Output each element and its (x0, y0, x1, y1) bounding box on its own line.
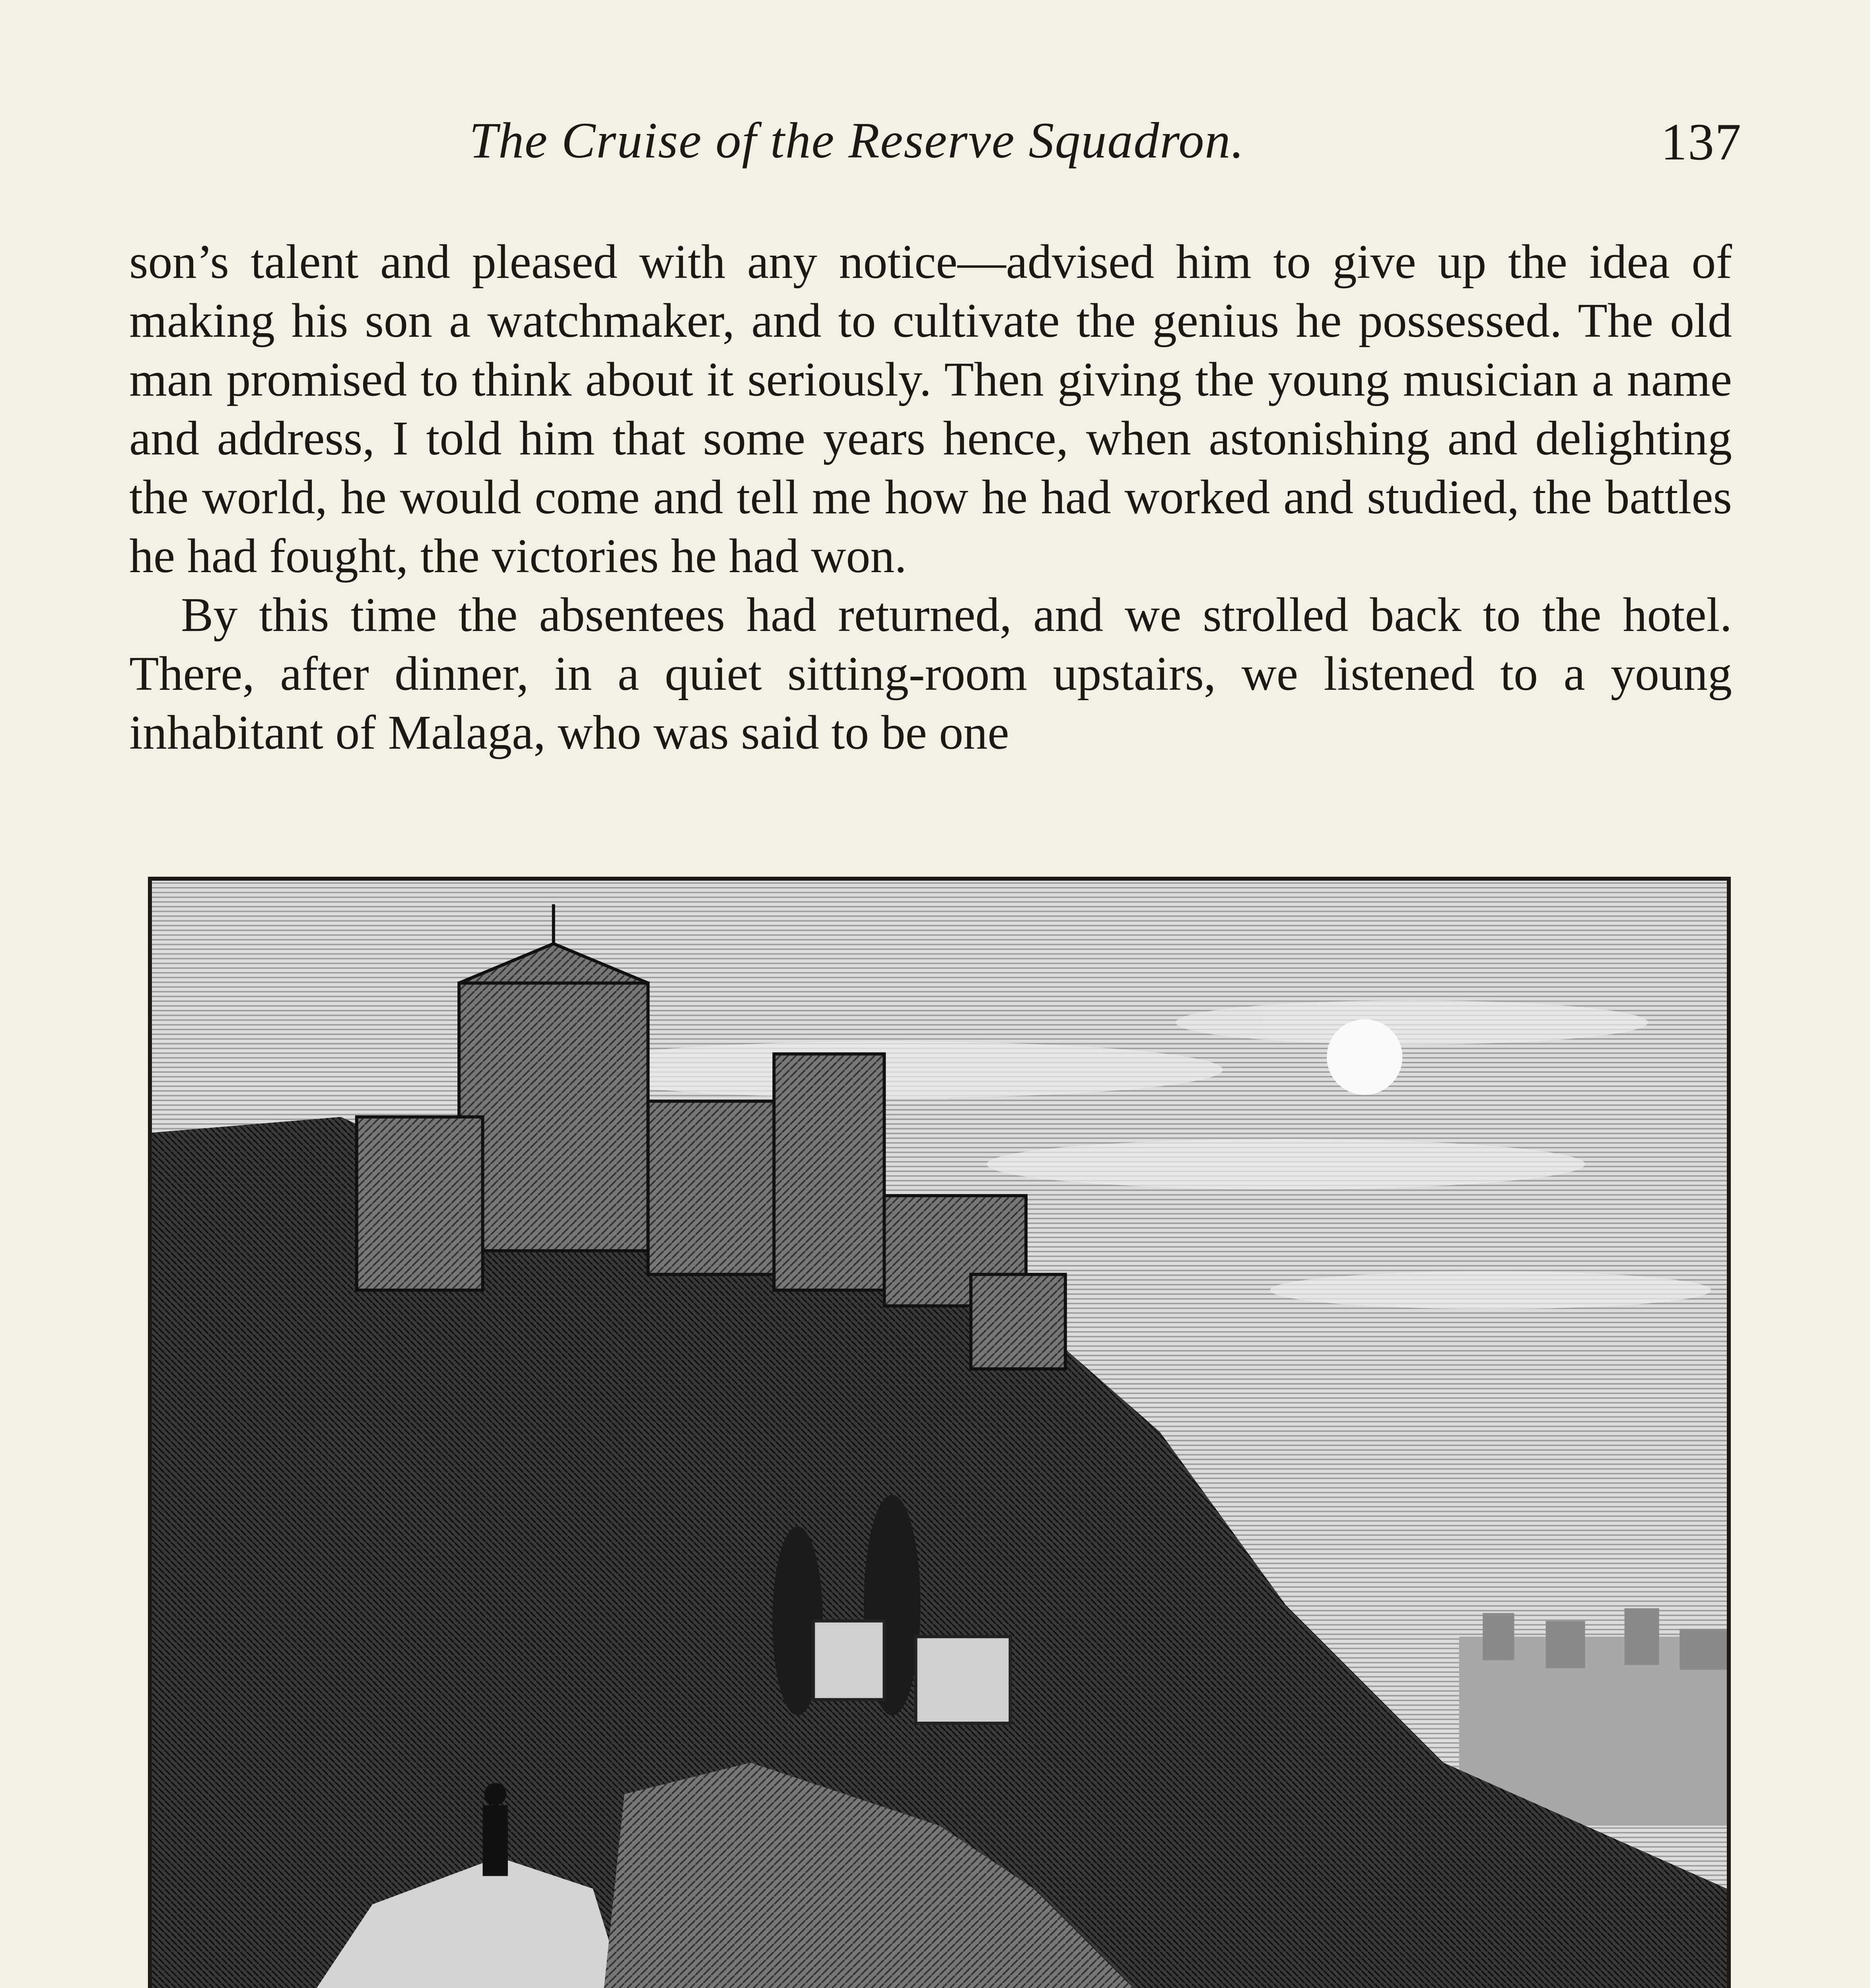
body-text-top (129, 233, 1732, 762)
paragraph: By this time the absentees had returned, and we strolled back to the hotel. There, after dinner, in a quiet sitting-room upstairs, we listened to a young inhabitant of Malaga, who was said to be one (129, 588, 1732, 759)
paragraph: son’s talent and pleased with any notice—advised him to give up the idea of making his son a watchmaker, and to cultivate the genius he possessed. The old man promised to think about it seriously. Then giving the young musician a name and address, I told him that some years hence, when astonishing and delighting the world, he would come and tell me how he had worked and studied, the battles he had fought, the victories he had won. (129, 235, 1732, 583)
page-header (127, 111, 1742, 195)
alhambra-engraving (148, 877, 1731, 1988)
moon (1327, 1019, 1402, 1095)
walking-figure (483, 1783, 508, 1876)
engraving-drawing (152, 881, 1727, 1988)
running-title: The Cruise of the Reserve Squadron. (469, 112, 1245, 169)
page-number: 137 (1661, 113, 1742, 171)
